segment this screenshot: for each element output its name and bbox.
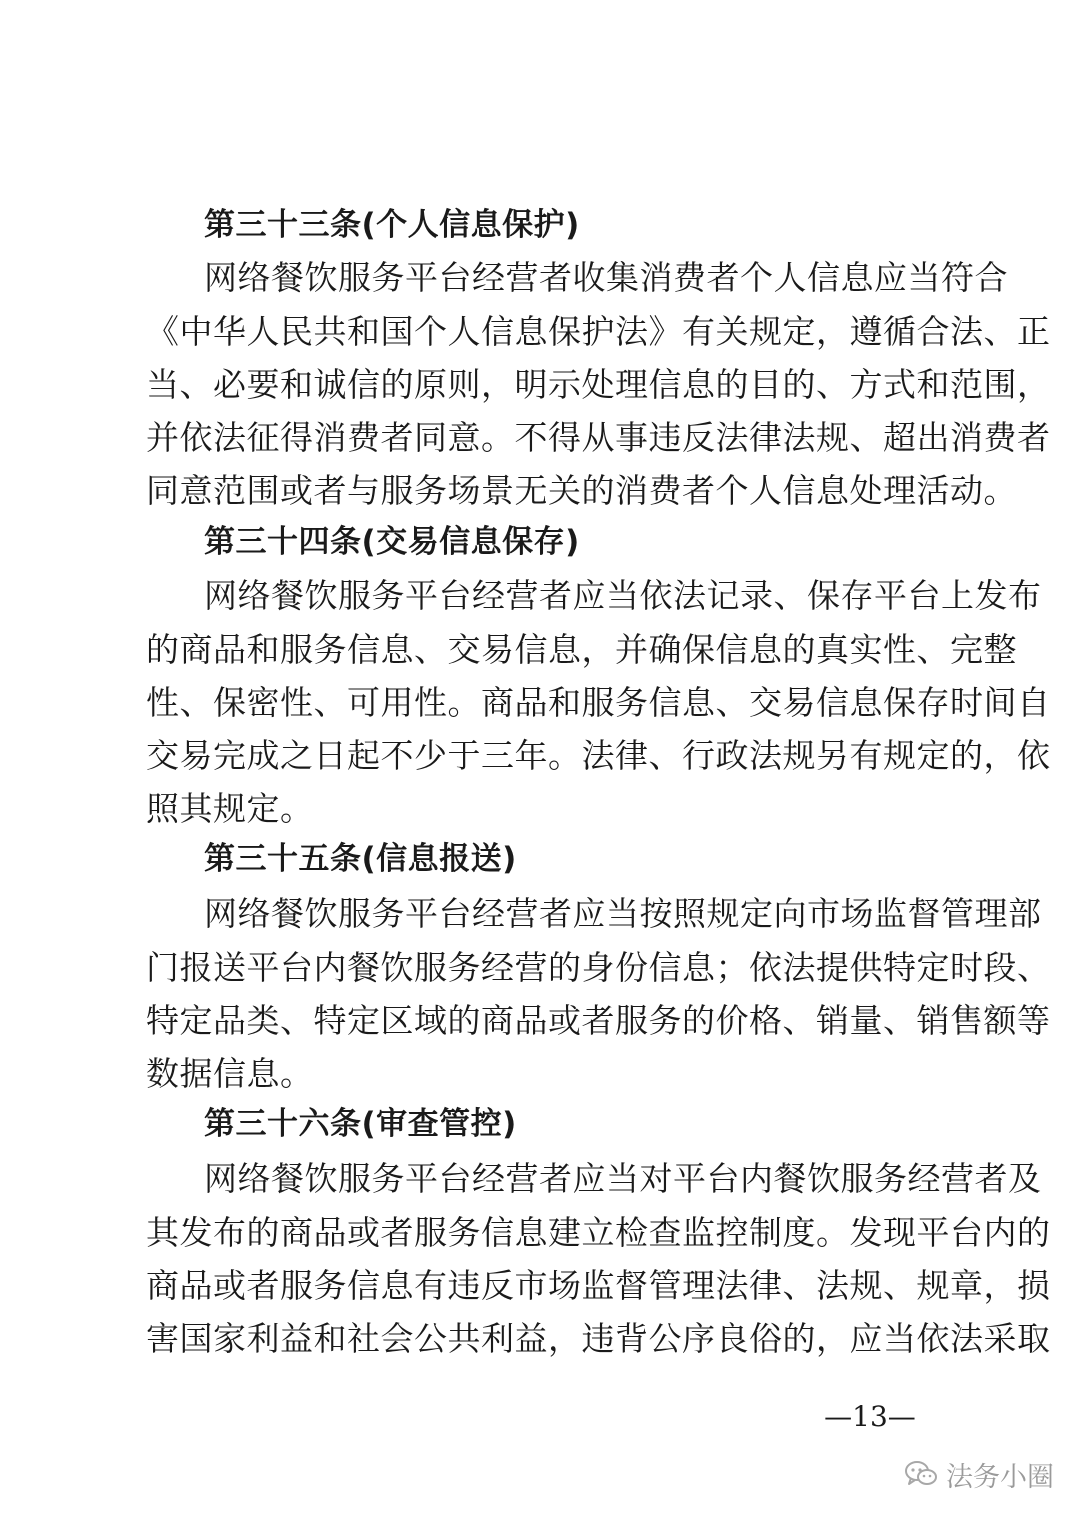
paragraph-line: 网络餐饮服务平台经营者应当按照规定向市场监督管理部 xyxy=(204,894,1042,933)
article-heading: 第三十六条(审查管控) xyxy=(204,1106,517,1142)
paragraph-line: 交易完成之日起不少于三年。法律、行政法规另有规定的，依 xyxy=(146,736,1051,775)
paragraph-line: 网络餐饮服务平台经营者应当依法记录、保存平台上发布 xyxy=(204,576,1042,615)
paragraph-line: 数据信息。 xyxy=(146,1054,314,1093)
paragraph-line: 当、必要和诚信的原则，明示处理信息的目的、方式和范围， xyxy=(146,365,1051,404)
paragraph-line: 门报送平台内餐饮服务经营的身份信息；依法提供特定时段、 xyxy=(146,948,1051,987)
paragraph-line: 同意范围或者与服务场景无关的消费者个人信息处理活动。 xyxy=(146,471,1017,510)
paragraph-line: 并依法征得消费者同意。不得从事违反法律法规、超出消费者 xyxy=(146,418,1051,457)
article-heading: 第三十四条(交易信息保存) xyxy=(204,524,580,560)
article-heading: 第三十三条(个人信息保护) xyxy=(204,207,580,243)
paragraph-line: 其发布的商品或者服务信息建立检查监控制度。发现平台内的 xyxy=(146,1213,1051,1252)
paragraph-line: 的商品和服务信息、交易信息，并确保信息的真实性、完整 xyxy=(146,630,1017,669)
paragraph-line: 《中华人民共和国个人信息保护法》有关规定，遵循合法、正 xyxy=(146,312,1051,351)
wechat-icon xyxy=(904,1459,938,1489)
paragraph-line: 网络餐饮服务平台经营者收集消费者个人信息应当符合 xyxy=(204,258,1008,297)
watermark xyxy=(904,1452,1054,1496)
paragraph-line: 害国家利益和社会公共利益，违背公序良俗的，应当依法采取 xyxy=(146,1319,1051,1358)
paragraph-line: 网络餐饮服务平台经营者应当对平台内餐饮服务经营者及 xyxy=(204,1159,1042,1198)
article-heading: 第三十五条(信息报送) xyxy=(204,841,517,877)
watermark-text: 法务小圈 xyxy=(946,1461,1054,1493)
paragraph-line: 特定品类、特定区域的商品或者服务的价格、销量、销售额等 xyxy=(146,1001,1051,1040)
paragraph-line: 性、保密性、可用性。商品和服务信息、交易信息保存时间自 xyxy=(146,683,1051,722)
page-number: —13— xyxy=(824,1400,916,1433)
paragraph-line: 商品或者服务信息有违反市场监督管理法律、法规、规章，损 xyxy=(146,1266,1051,1305)
paragraph-line: 照其规定。 xyxy=(146,789,314,828)
